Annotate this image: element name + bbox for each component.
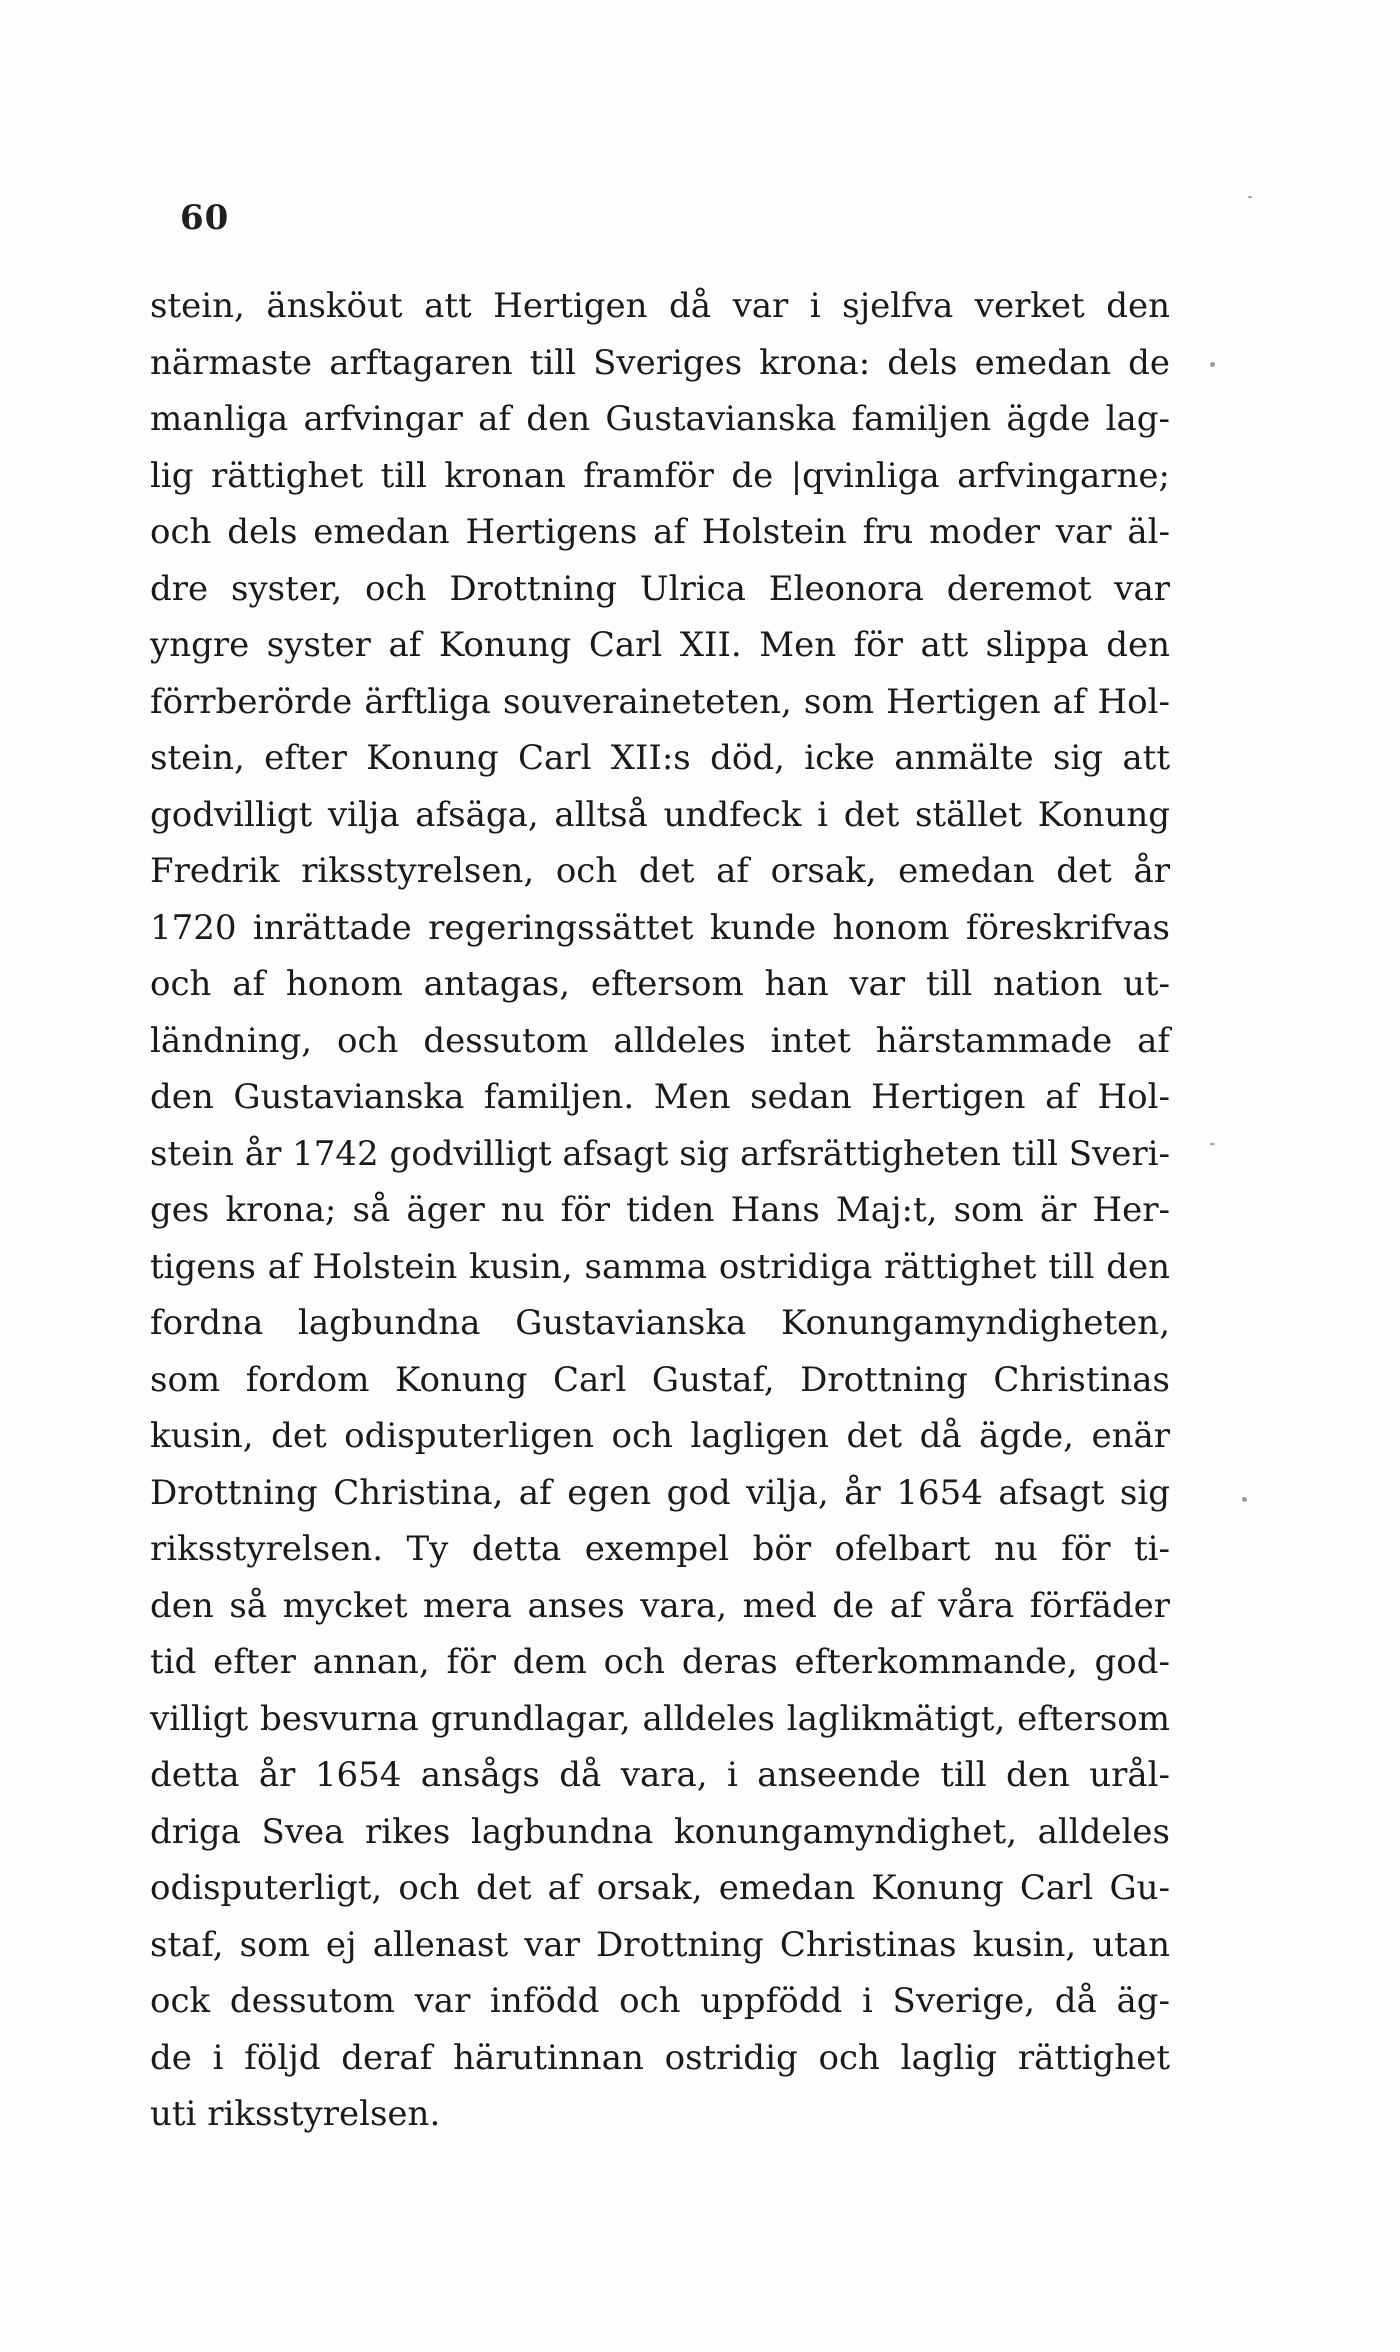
text-line: ges krona; så äger nu för tiden Hans Maj:t, som är Her- <box>150 1190 1170 1230</box>
text-line: godvilligt vilja afsäga, alltså undfeck i det stället Konung <box>150 794 1170 835</box>
text-line: odisputerligt, och det af orsak, emedan Konung Carl Gu- <box>150 1868 1170 1908</box>
text-line: stein, änsköut att Hertigen då var i sjelfva verket den <box>150 286 1170 326</box>
text-line: närmaste arftagaren till Sveriges krona: dels emedan de <box>150 342 1170 383</box>
text-line: manliga arfvingar af den Gustavianska familjen ägde lag- <box>150 399 1170 439</box>
text-line: dre syster, och Drottning Ulrica Eleonora deremot var <box>150 568 1170 609</box>
text-line: fordna lagbundna Gustavianska Konungamyndigheten, <box>150 1303 1170 1343</box>
text-line: lig rättighet till kronan framför de |qvinliga arfvingarne; <box>150 455 1170 496</box>
text-line: ländning, och dessutom alldeles intet härstammade af <box>150 1020 1170 1061</box>
text-line: den Gustavianska familjen. Men sedan Hertigen af Hol- <box>150 1077 1170 1117</box>
text-line: yngre syster af Konung Carl XII. Men för att slippa den <box>150 625 1170 665</box>
text-line: ock dessutom var infödd och uppfödd i Sverige, då äg- <box>150 1981 1170 2021</box>
text-line: stein, efter Konung Carl XII:s död, icke anmälte sig att <box>150 738 1170 778</box>
text-line: staf, som ej allenast var Drottning Christinas kusin, utan <box>150 1924 1170 1965</box>
text-line: detta år 1654 ansågs då vara, i anseende till den urål- <box>150 1755 1170 1795</box>
text-line: förrberörde ärftliga souveraineteten, som Hertigen af Hol- <box>150 681 1170 722</box>
text-line: villigt besvurna grundlagar, alldeles laglikmätigt, eftersom <box>150 1698 1170 1739</box>
text-line: de i följd deraf härutinnan ostridig och laglig rättighet <box>150 2037 1170 2078</box>
margin-speck <box>1210 1143 1215 1145</box>
text-line: driga Svea rikes lagbundna konungamyndighet, alldeles <box>150 1811 1170 1852</box>
text-line: den så mycket mera anses vara, med de af våra förfäder <box>150 1585 1170 1626</box>
margin-speck <box>1248 196 1252 198</box>
text-line: tid efter annan, för dem och deras efterkommande, god- <box>150 1642 1170 1682</box>
body-text <box>150 278 1170 2143</box>
text-line: som fordom Konung Carl Gustaf, Drottning Christinas <box>150 1359 1170 1400</box>
page-number: 60 <box>180 198 230 238</box>
text-line: och dels emedan Hertigens af Holstein fru moder var äl- <box>150 512 1170 552</box>
margin-speck <box>1210 362 1215 367</box>
text-line: Fredrik riksstyrelsen, och det af orsak, emedan det år <box>150 851 1170 891</box>
text-line: 1720 inrättade regeringssättet kunde honom föreskrifvas <box>150 907 1170 948</box>
text-line: tigens af Holstein kusin, samma ostridiga rättighet till den <box>150 1246 1170 1287</box>
text-line: uti riksstyrelsen. <box>150 2094 441 2134</box>
text-line: Drottning Christina, af egen god vilja, år 1654 afsagt sig <box>150 1472 1170 1513</box>
text-line: riksstyrelsen. Ty detta exempel bör ofelbart nu för ti- <box>150 1529 1170 1569</box>
text-line: stein år 1742 godvilligt afsagt sig arfsrättigheten till Sveri- <box>150 1133 1170 1174</box>
text-line: och af honom antagas, eftersom han var till nation ut- <box>150 964 1170 1004</box>
margin-speck <box>1242 1497 1247 1502</box>
text-line: kusin, det odisputerligen och lagligen det då ägde, enär <box>150 1416 1170 1456</box>
